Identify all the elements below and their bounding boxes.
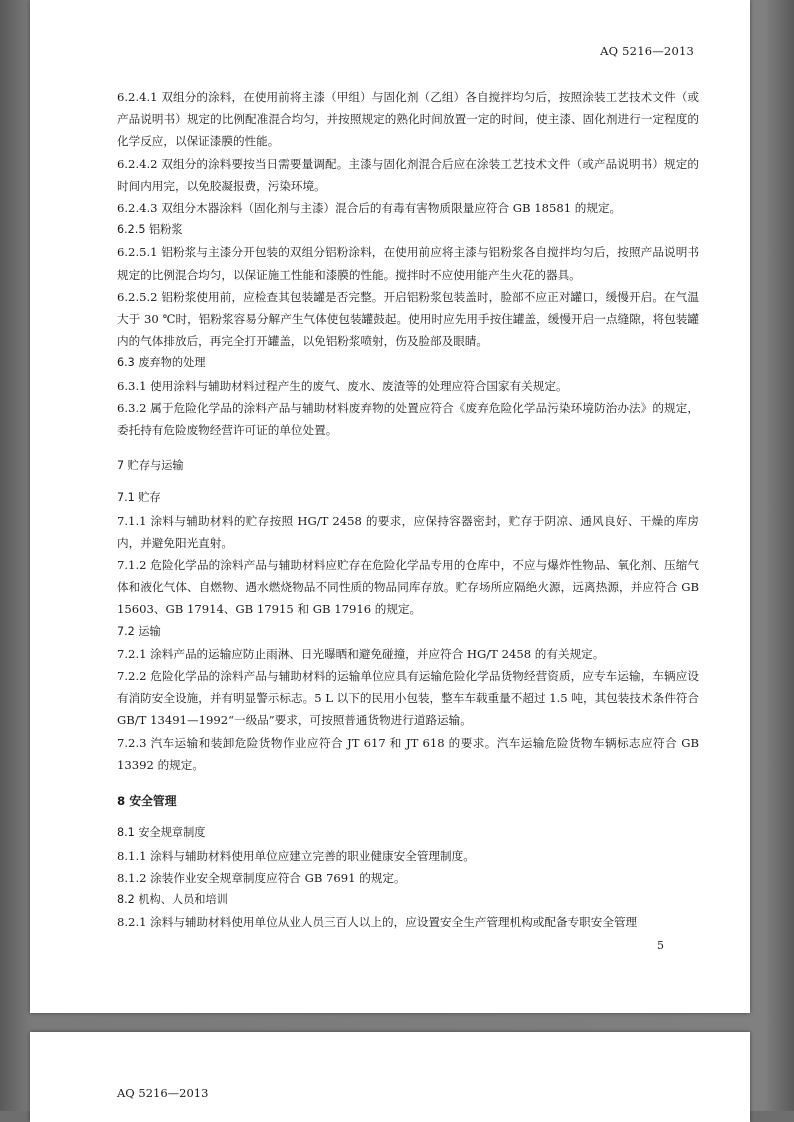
clause-paragraph: 7.2.2 危险化学品的涂料产品与辅助材料的运输单位应具有运输危险化学品货物经营资质，应专车运输，车辆应设有消防安全设施，并有明显警示标志。5 L 以下的民用小包装，整车车载重量不超过 1.5 吨，其包装技术条件符合 GB/T 13491—1992“一级品”要求，可按照普通货物进行道路运输。	[117, 669, 699, 728]
clause-paragraph: 7.2.3 汽车运输和装卸危险货物作业应符合 JT 617 和 JT 618 的要求。汽车运输危险货物车辆标志应符合 GB 13392 的规定。	[117, 735, 699, 772]
spacer	[117, 441, 699, 455]
clause-paragraph: 7.1.1 涂料与辅助材料的贮存按照 HG/T 2458 的要求，应保持容器密封，贮存于阴凉、通风良好、干燥的库房内，并避免阳光直射。	[117, 513, 699, 550]
clause-paragraph: 6.3.2 属于危险化学品的涂料产品与辅助材料废弃物的处置应符合《废弃危险化学品污染环境防治办法》的规定，委托持有危险废物经营许可证的单位处置。	[117, 400, 699, 438]
clause-paragraph: 6.2.5.1 铝粉浆与主漆分开包装的双组分铝粉涂料，在使用前应将主漆与铝粉浆各自搅拌均匀后，按照产品说明书规定的比例混合均匀，以保证施工性能和漆膜的性能。搅拌时不应使用能产生火花的器具。	[117, 245, 699, 282]
spacer	[117, 477, 699, 487]
clause-paragraph: 6.2.4.3 双组分木器涂料（固化剂与主漆）混合后的有毒有害物质限量应符合 GB 18581 的规定。	[117, 201, 622, 216]
section-heading: 8 安全管理	[117, 794, 177, 809]
page-number: 5	[657, 939, 664, 952]
section-heading: 7.1 贮存	[117, 491, 161, 505]
clause-paragraph: 6.2.4.2 双组分的涂料要按当日需要量调配。主漆与固化剂混合后应在涂装工艺技术文件（或产品说明书）规定的时间内用完，以免胶凝报费，污染环境。	[117, 156, 699, 193]
document-page-5	[30, 0, 750, 1013]
document-page-6	[30, 1032, 750, 1122]
clause-paragraph: 7.2.1 涂料产品的运输应防止雨淋、日光曝晒和避免碰撞，并应符合 HG/T 2458 的有关规定。	[117, 646, 605, 661]
clause-paragraph: 8.1.1 涂料与辅助材料使用单位应建立完善的职业健康安全管理制度。	[117, 848, 475, 863]
section-heading: 8.2 机构、人员和培训	[117, 892, 228, 906]
section-heading: 7 贮存与运输	[117, 459, 184, 473]
page-header-standard-number: AQ 5216—2013	[117, 1086, 209, 1100]
section-heading: 7.2 运输	[117, 624, 161, 638]
clause-paragraph: 6.2.5.2 铝粉浆使用前，应检查其包装罐是否完整。开启铝粉浆包装盖时，脸部不应正对罐口，缓慢开启。在气温大于 30 ℃时，铝粉浆容易分解产生气体使包装罐鼓起。使用时应先用手按住罐盖，缓慢开启一点缝隙，将包装罐内的气体排放后，再完全打开罐盖，以免铝粉浆喷射，伤及脸部及眼睛。	[117, 289, 699, 349]
spacer	[117, 812, 699, 822]
spacer	[117, 776, 699, 790]
clause-paragraph: 6.3.1 使用涂料与辅助材料过程产生的废气、废水、废渣等的处理应符合国家有关规定。	[117, 378, 568, 393]
section-heading: 8.1 安全规章制度	[117, 826, 206, 840]
clause-paragraph: 6.2.4.1 双组分的涂料，在使用前将主漆（甲组）与固化剂（乙组）各自搅拌均匀后，按照涂装工艺技术文件（或产品说明书）规定的比例配准混合均匀，并按照规定的熟化时间放置一定的时间，使主漆、固化剂进行一定程度的化学反应，以保证漆膜的性能。	[117, 90, 699, 149]
section-heading: 6.2.5 铝粉浆	[117, 223, 183, 237]
page-body	[117, 86, 699, 933]
page-header-standard-number: AQ 5216—2013	[600, 44, 694, 58]
section-heading: 6.3 废弃物的处理	[117, 356, 206, 370]
clause-paragraph: 8.1.2 涂装作业安全规章制度应符合 GB 7691 的规定。	[117, 870, 406, 885]
clause-paragraph: 7.1.2 危险化学品的涂料产品与辅助材料应贮存在危险化学品专用的仓库中，不应与爆炸性物品、氧化剂、压缩气体和液化气体、自燃物、遇水燃烧物品不同性质的物品同库存放。贮存场所应隔绝火源，远离热源，并应符合 GB 15603、GB 17914、GB 17915 和 GB 17916 的规定。	[117, 558, 699, 617]
clause-paragraph: 8.2.1 涂料与辅助材料使用单位从业人员三百人以上的，应设置安全生产管理机构或配备专职安全管理	[117, 915, 638, 930]
